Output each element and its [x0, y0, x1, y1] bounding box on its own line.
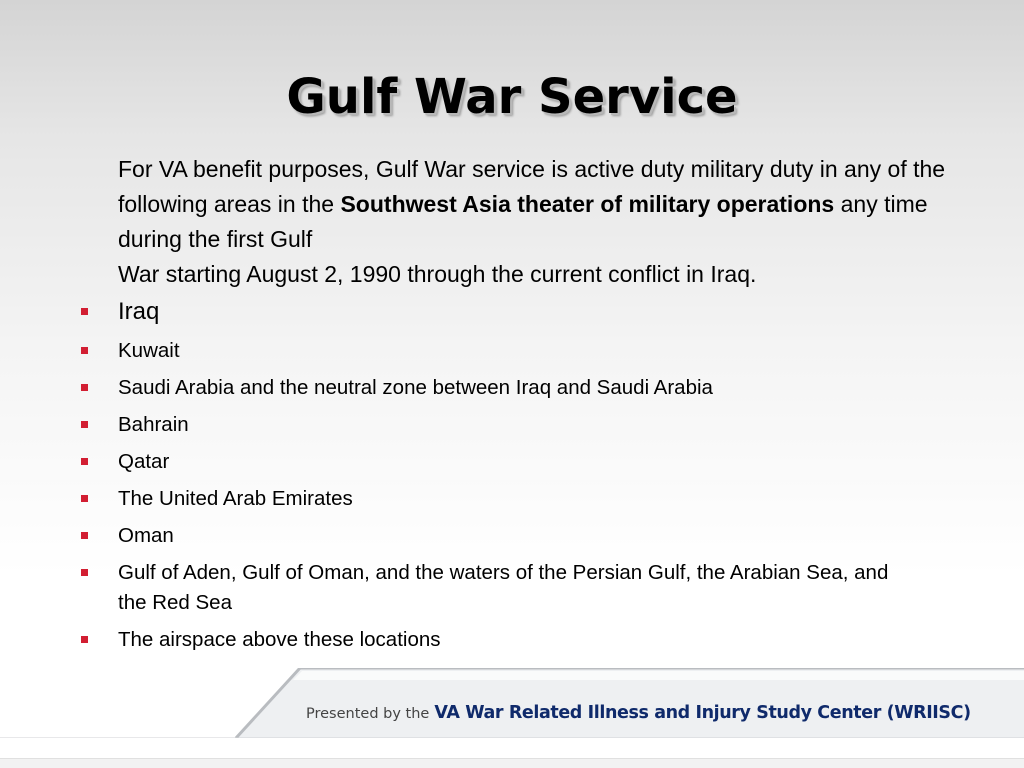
- list-item-label: The United Arab Emirates: [118, 487, 353, 510]
- list-item: [0, 292, 898, 332]
- square-bullet-icon: [81, 308, 88, 315]
- list-item: [0, 410, 898, 440]
- square-bullet-icon: [81, 384, 88, 391]
- list-item-label: Bahrain: [118, 413, 189, 436]
- list-item: [0, 625, 898, 655]
- list-item-label: Oman: [118, 524, 174, 547]
- square-bullet-icon: [81, 569, 88, 576]
- list-item: [0, 447, 898, 477]
- locations-list: [0, 292, 1024, 655]
- slide-title: Gulf War Service: [286, 69, 738, 125]
- list-item-label: Qatar: [118, 450, 170, 473]
- intro-text-line3: any time during the first Gulf: [118, 191, 928, 252]
- list-item-label: Saudi Arabia and the neutral zone between Iraq and Saudi Arabia: [118, 376, 713, 399]
- square-bullet-icon: [81, 347, 88, 354]
- footer-credit: [306, 703, 1006, 723]
- list-item: [0, 558, 898, 618]
- footer-organization: VA War Related Illness and Injury Study Center (WRIISC): [434, 703, 971, 723]
- square-bullet-icon: [81, 421, 88, 428]
- square-bullet-icon: [81, 636, 88, 643]
- list-item: [0, 373, 898, 403]
- intro-bold-text: Southwest Asia theater of military operations: [340, 191, 835, 217]
- square-bullet-icon: [81, 495, 88, 502]
- list-item-label: Gulf of Aden, Gulf of Oman, and the waters of the Persian Gulf, the Arabian Sea, and the Red Sea: [118, 561, 889, 614]
- list-item-label: Kuwait: [118, 339, 180, 362]
- bottom-strip: [0, 758, 1024, 768]
- list-item: [0, 336, 898, 366]
- list-item-label: Iraq: [118, 298, 160, 325]
- intro-paragraph: [118, 152, 948, 292]
- square-bullet-icon: [81, 532, 88, 539]
- intro-text-line4: War starting August 2, 1990 through the current conflict in Iraq.: [118, 261, 757, 287]
- footer-presented-by: Presented by the: [306, 706, 430, 722]
- intro-text-start: For VA benefit purposes, Gulf War service is active duty military duty in any of the following areas in the: [118, 156, 946, 217]
- square-bullet-icon: [81, 458, 88, 465]
- list-item-label: The airspace above these locations: [118, 628, 441, 651]
- list-item: [0, 521, 898, 551]
- list-item: [0, 484, 898, 514]
